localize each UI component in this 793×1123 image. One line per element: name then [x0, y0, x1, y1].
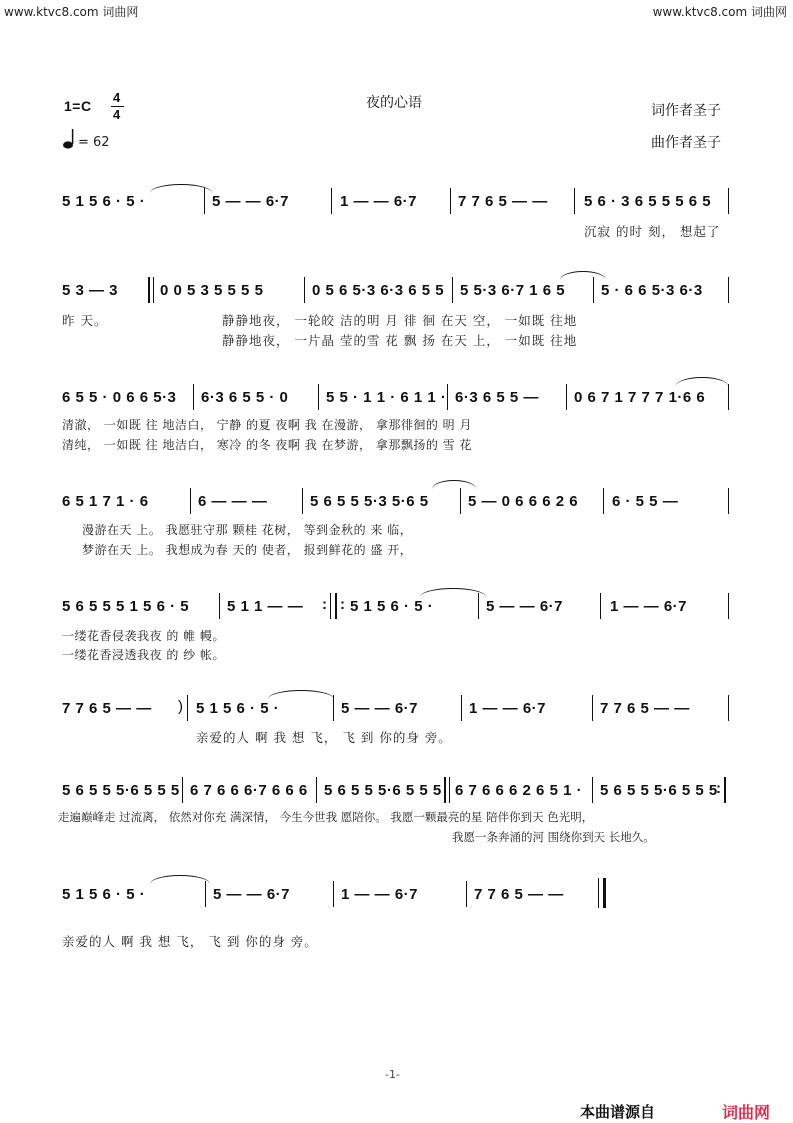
quarter-note-icon [62, 128, 76, 154]
measure-5: 5 6 · 3 6 5 5 5 6 5 [584, 193, 712, 210]
measure-5: 5 6 5 5 5·6 5 5 5 [600, 782, 718, 799]
repeat-end-thick [335, 593, 337, 619]
measure-4: 5 — 0 6 6 6 2 6 [468, 493, 579, 510]
barline [600, 593, 601, 619]
measure-3: 5 5 · 1 1 · 6 1 1 · [326, 389, 447, 406]
measure-3: 5 6 5 5 5·6 5 5 5 [324, 782, 442, 799]
brand-logo[interactable]: 词曲网 [722, 1103, 771, 1122]
barline [728, 695, 729, 721]
measure-4: 7 7 6 5 — — [458, 193, 548, 210]
barline [728, 488, 729, 514]
repeat-dots-end: : [716, 780, 722, 797]
barline [333, 881, 334, 907]
barline [190, 488, 191, 514]
tie-slur [560, 271, 606, 280]
lyrics-line-1: 亲爱的人 啊 我 想 飞， 飞 到 你的身 旁。 [62, 934, 318, 949]
tie-slur [150, 184, 212, 193]
lyrics-line-1: 沉寂 的时 刻， 想起了 [584, 224, 721, 239]
phrase-end-mark: ) [178, 698, 184, 715]
tie-slur [268, 690, 334, 699]
barline [593, 277, 594, 303]
tie-slur [432, 480, 476, 489]
measure-3: 5 1 5 6 · 5 · [350, 598, 434, 615]
lyricist: 词作者圣子 [651, 103, 721, 119]
measure-4: 6 7 6 6 6 2 6 5 1 · [455, 782, 583, 799]
repeat-end-thin [330, 593, 331, 619]
barline [592, 695, 593, 721]
lyrics-line-1b: 静静地夜， 一轮皎 洁的明 月 徘 徊 在天 空， 一如既 往地 [222, 313, 578, 328]
barline [193, 384, 194, 410]
measure-4: 7 7 6 5 — — [474, 886, 564, 903]
measure-1: 5 3 — 3 [62, 282, 119, 299]
barline [182, 777, 183, 803]
time-signature-top: 4 [113, 90, 121, 105]
tie-slur [420, 588, 486, 597]
barline [461, 695, 462, 721]
lyrics-line-1: 清澈， 一如既 往 地洁白， 宁静 的夏 夜啊 我 在漫游， 拿那徘徊的 明 月 [62, 418, 472, 432]
measure-2: 5 1 1 — — [227, 598, 304, 615]
lyrics-line-1a: 昨 天。 [62, 313, 108, 328]
barline [318, 384, 319, 410]
repeat-dots-end: : [322, 596, 328, 613]
measure-2: 5 — — 6·7 [212, 193, 290, 210]
measure-5: 7 7 6 5 — — [600, 700, 690, 717]
measure-1: 6 5 5 · 0 6 6 5·3 [62, 389, 177, 406]
measure-5: 0 6 7 1 7 7 7 1·6 6 [574, 389, 706, 406]
page-number: -1- [385, 1068, 400, 1081]
lyrics-line-2: 梦游在天 上。 我想成为春 天的 使者， 报到鲜花的 盛 开， [82, 543, 413, 557]
song-title: 夜的心语 [366, 95, 422, 111]
barline [205, 881, 206, 907]
barline [460, 488, 461, 514]
measure-5: 1 — — 6·7 [610, 598, 688, 615]
barline [566, 384, 567, 410]
measure-4: 5 — — 6·7 [486, 598, 564, 615]
tie-slur [676, 377, 728, 386]
measure-5: 5 · 6 6 5·3 6·3 [601, 282, 703, 299]
key-signature: 1=C [64, 98, 92, 114]
barline [219, 593, 220, 619]
barline [187, 695, 188, 721]
repeat-start-thick [444, 777, 446, 803]
site-watermark-right: www.ktvc8.com 词曲网 [652, 5, 787, 19]
barline [450, 188, 451, 214]
measure-2: 0 0 5 3 5 5 5 5 [160, 282, 264, 299]
barline [728, 277, 729, 303]
lyrics-line-2: 清纯， 一如既 往 地洁白， 寒冷 的冬 夜啊 我 在梦游， 拿那飘扬的 雪 花 [62, 438, 472, 452]
measure-1: 7 7 6 5 — — [62, 700, 152, 717]
measure-2: 6·3 6 5 5 · 0 [201, 389, 289, 406]
measure-4: 6·3 6 5 5 — [455, 389, 539, 406]
lyrics-line-2: 一缕花香浸透我夜 的 纱 帐。 [62, 648, 225, 662]
site-watermark-left: www.ktvc8.com 词曲网 [4, 5, 139, 19]
measure-2: 6 — — — [198, 493, 268, 510]
measure-4: 1 — — 6·7 [469, 700, 547, 717]
measure-3: 5 6 5 5 5·3 5·6 5 [310, 493, 429, 510]
source-label: 本曲谱源自 [580, 1103, 656, 1121]
composer: 曲作者圣子 [651, 135, 721, 151]
lyrics-line-1: 走遍巅峰走 过流离， 依然对你充 满深情， 今生今世我 愿陪你。 我愿一颗最亮的星 陪伴你到天 色光明， [58, 810, 594, 824]
barline [728, 384, 729, 410]
barline [302, 488, 303, 514]
barline [466, 881, 467, 907]
repeat-end-thick [724, 777, 726, 803]
barline [331, 188, 332, 214]
measure-1: 5 6 5 5 5·6 5 5 5 [62, 782, 180, 799]
time-signature-bottom: 4 [113, 107, 121, 122]
measure-3: 5 — — 6·7 [341, 700, 419, 717]
measure-2: 5 1 5 6 · 5 · [196, 700, 280, 717]
barline [447, 384, 448, 410]
measure-2: 5 — — 6·7 [213, 886, 291, 903]
repeat-dots-start: : [340, 596, 346, 613]
lyrics-line-1: 一缕花香侵袭我夜 的 帷 幔。 [62, 629, 225, 643]
measure-2: 6 7 6 6 6·7 6 6 6 [190, 782, 308, 799]
tempo: = 62 [78, 135, 110, 150]
lyrics-line-2: 我愿一条奔涌的河 围绕你到天 长地久。 [452, 830, 655, 844]
lyrics-line-1: 亲爱的人 啊 我 想 飞， 飞 到 你的身 旁。 [196, 730, 452, 745]
measure-5: 6 · 5 5 — [612, 493, 679, 510]
repeat-start-thin [153, 277, 154, 303]
measure-1: 5 6 5 5 5 1 5 6 · 5 [62, 598, 190, 615]
measure-3: 1 — — 6·7 [340, 193, 418, 210]
lyrics-line-2: 静静地夜， 一片晶 莹的雪 花 飘 扬 在天 上， 一如既 往地 [222, 333, 578, 348]
measure-3: 0 5 6 5·3 6·3 6 5 5 [312, 282, 445, 299]
measure-3: 1 — — 6·7 [341, 886, 419, 903]
repeat-start-thick [148, 277, 150, 303]
final-barline-thick [603, 878, 606, 908]
lyrics-line-1: 漫游在天 上。 我愿驻守那 颗桂 花树， 等到金秋的 来 临， [82, 523, 413, 537]
barline [728, 593, 729, 619]
barline [574, 188, 575, 214]
barline [728, 188, 729, 214]
barline [603, 488, 604, 514]
final-barline-thin [598, 878, 599, 908]
measure-1: 6 5 1 7 1 · 6 [62, 493, 149, 510]
barline [316, 777, 317, 803]
measure-1: 5 1 5 6 · 5 · [62, 886, 146, 903]
barline [592, 777, 593, 803]
barline [304, 277, 305, 303]
tie-slur [150, 875, 210, 884]
measure-1: 5 1 5 6 · 5 · [62, 193, 146, 210]
repeat-start-thin [449, 777, 450, 803]
measure-4: 5 5·3 6·7 1 6 5 [460, 282, 566, 299]
barline [452, 277, 453, 303]
